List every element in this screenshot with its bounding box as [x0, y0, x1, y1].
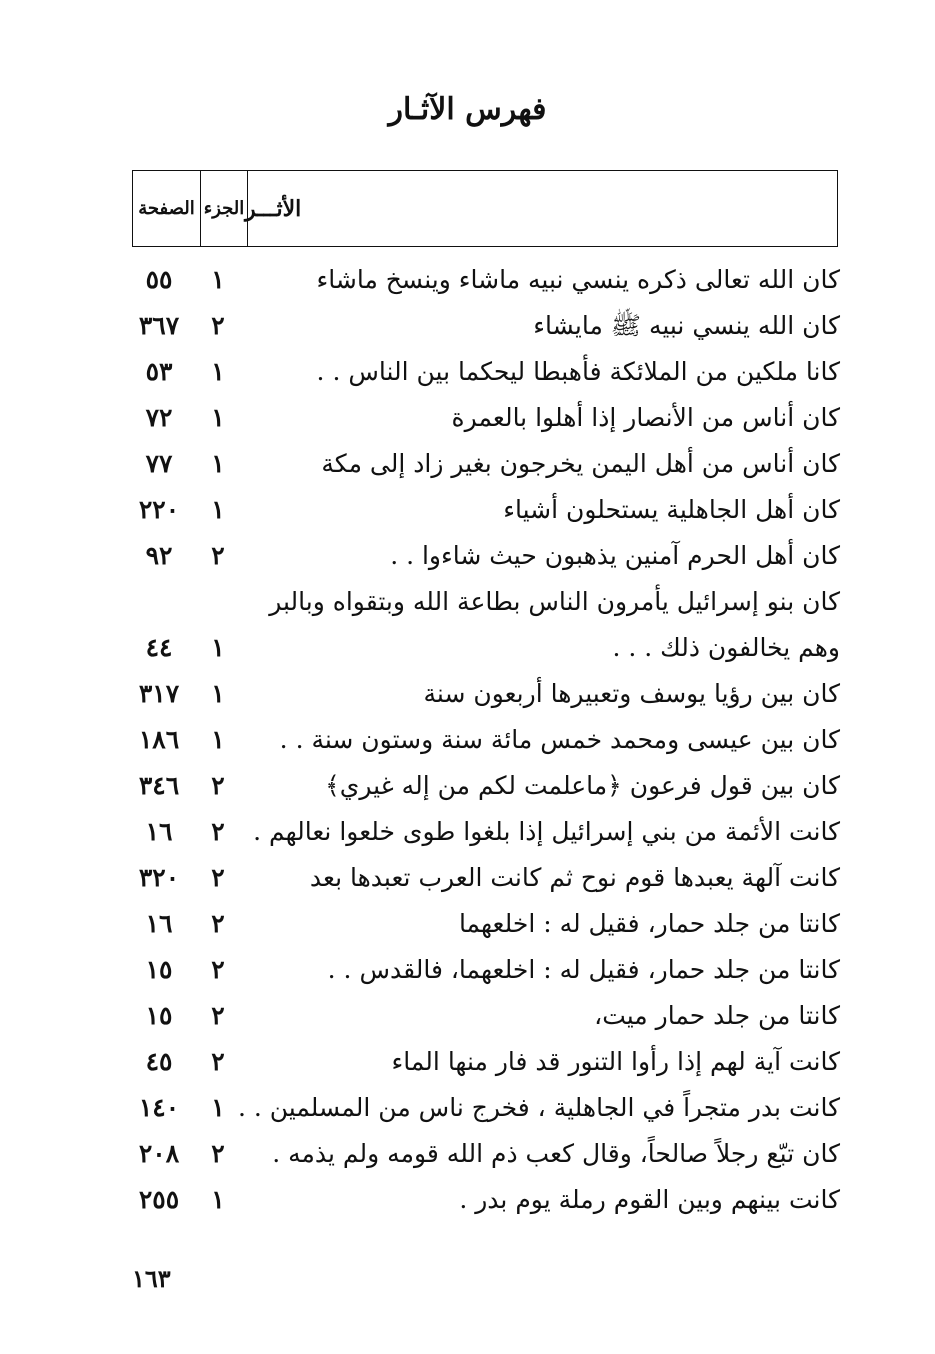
table-row — [0, 947, 935, 993]
header-juz: الجزء — [200, 171, 248, 246]
table-row — [0, 487, 935, 533]
header-athar: الأثـــر — [245, 195, 302, 222]
table-row — [0, 855, 935, 901]
athar-text: كانت بينهم وبين القوم رملة يوم بدر . — [459, 1185, 840, 1214]
table-row — [0, 671, 935, 717]
athar-text: كان بنو إسرائيل يأمرون الناس بطاعة الله وبتقواه وبالبر — [269, 587, 840, 616]
table-row — [0, 717, 935, 763]
page-number: ٤٥ — [145, 1047, 173, 1076]
table-row — [0, 1085, 935, 1131]
page-number: ٢٢٠ — [138, 495, 180, 524]
page-number: ١٦ — [145, 909, 173, 938]
table-row — [0, 579, 935, 625]
page-number-footer: ١٦٣ — [132, 1264, 171, 1293]
juz-number: ٢ — [211, 955, 225, 984]
page-number: ١٨٦ — [138, 725, 180, 754]
juz-number: ٢ — [211, 1139, 225, 1168]
page-number: ٣٢٠ — [138, 863, 180, 892]
juz-number: ١ — [211, 403, 225, 432]
juz-number: ١ — [211, 357, 225, 386]
juz-number: ٢ — [211, 817, 225, 846]
table-row — [0, 257, 935, 303]
juz-number: ١ — [211, 1185, 225, 1214]
athar-text: كانتا من جلد حمار، فقيل له : اخلعهما — [458, 909, 840, 938]
page-number: ٥٣ — [145, 357, 173, 386]
table-row — [0, 441, 935, 487]
athar-text: كانت الأئمة من بني إسرائيل إذا بلغوا طوى خلعوا نعالهم . — [253, 817, 840, 846]
page-number: ١٥ — [145, 1001, 173, 1030]
athar-text: كان تبّع رجلاً صالحاً، وقال كعب ذم الله قومه ولم يذمه . — [272, 1139, 840, 1168]
juz-number: ١ — [211, 633, 225, 662]
juz-number: ٢ — [211, 1001, 225, 1030]
table-row — [0, 625, 935, 671]
table-row — [0, 533, 935, 579]
page-number: ١٦ — [145, 817, 173, 846]
table-row — [0, 303, 935, 349]
athar-text: كانتا من جلد حمار ميت، — [594, 1001, 840, 1030]
page-number: ٢٠٨ — [138, 1139, 180, 1168]
athar-text: كان بين قول فرعون ﴿ماعلمت لكم من إله غيري﴾ — [325, 771, 840, 800]
page-number: ١٥ — [145, 955, 173, 984]
table-row — [0, 809, 935, 855]
page-number: ٥٥ — [145, 265, 173, 294]
athar-text: كان أناس من الأنصار إذا أهلوا بالعمرة — [451, 403, 840, 432]
athar-text: كانت آية لهم إذا رأوا التنور قد فار منها الماء — [391, 1047, 840, 1076]
juz-number: ١ — [211, 449, 225, 478]
athar-text: كان أهل الجاهلية يستحلون أشياء — [503, 495, 840, 524]
juz-number: ١ — [211, 725, 225, 754]
juz-number: ١ — [211, 1093, 225, 1122]
athar-text: كانت آلهة يعبدها قوم نوح ثم كانت العرب تعبدها بعد — [309, 863, 840, 892]
athar-text: كانت بدر متجراً في الجاهلية ، فخرج ناس من المسلمين . . — [237, 1093, 840, 1122]
athar-text: كان بين رؤيا يوسف وتعبيرها أربعون سنة — [423, 679, 840, 708]
header-page: الصفحة — [138, 198, 195, 219]
athar-index-list — [0, 257, 935, 1223]
page-number: ٣١٧ — [138, 679, 180, 708]
page-number: ٤٤ — [145, 633, 173, 662]
page-number: ٣٦٧ — [138, 311, 180, 340]
juz-number: ٢ — [211, 541, 225, 570]
athar-text: كان الله ينسي نبيه ﷺ مايشاء — [533, 311, 840, 340]
table-header — [132, 170, 838, 247]
athar-text: وهم يخالفون ذلك . . . — [612, 633, 840, 662]
page-number: ٩٢ — [145, 541, 173, 570]
table-row — [0, 901, 935, 947]
page-number: ٢٥٥ — [138, 1185, 180, 1214]
table-row — [0, 395, 935, 441]
juz-number: ٢ — [211, 311, 225, 340]
page-number: ١٤٠ — [138, 1093, 180, 1122]
athar-text: كان أهل الحرم آمنين يذهبون حيث شاءوا . . — [390, 541, 840, 570]
page-number: ٧٧ — [145, 449, 173, 478]
athar-text: كان الله تعالى ذكره ينسي نبيه ماشاء وينسخ ماشاء — [316, 265, 840, 294]
juz-number: ٢ — [211, 771, 225, 800]
athar-text: كانتا من جلد حمار، فقيل له : اخلعهما، فالقدس . . — [327, 955, 840, 984]
juz-number: ١ — [211, 679, 225, 708]
table-row — [0, 993, 935, 1039]
athar-text: كان أناس من أهل اليمن يخرجون بغير زاد إلى مكة — [321, 449, 840, 478]
athar-text: كان بين عيسى ومحمد خمس مائة سنة وستون سنة . . — [279, 725, 840, 754]
table-row — [0, 1039, 935, 1085]
table-row — [0, 763, 935, 809]
juz-number: ١ — [211, 265, 225, 294]
page-number: ٧٢ — [145, 403, 173, 432]
page-title: فهرس الآثـار — [388, 92, 547, 127]
juz-number: ٢ — [211, 1047, 225, 1076]
table-row — [0, 1131, 935, 1177]
page-number: ٣٤٦ — [138, 771, 180, 800]
table-row — [0, 349, 935, 395]
juz-number: ٢ — [211, 909, 225, 938]
athar-text: كانا ملكين من الملائكة فأهبطا ليحكما بين الناس . . — [316, 357, 840, 386]
juz-number: ٢ — [211, 863, 225, 892]
juz-number: ١ — [211, 495, 225, 524]
table-row — [0, 1177, 935, 1223]
